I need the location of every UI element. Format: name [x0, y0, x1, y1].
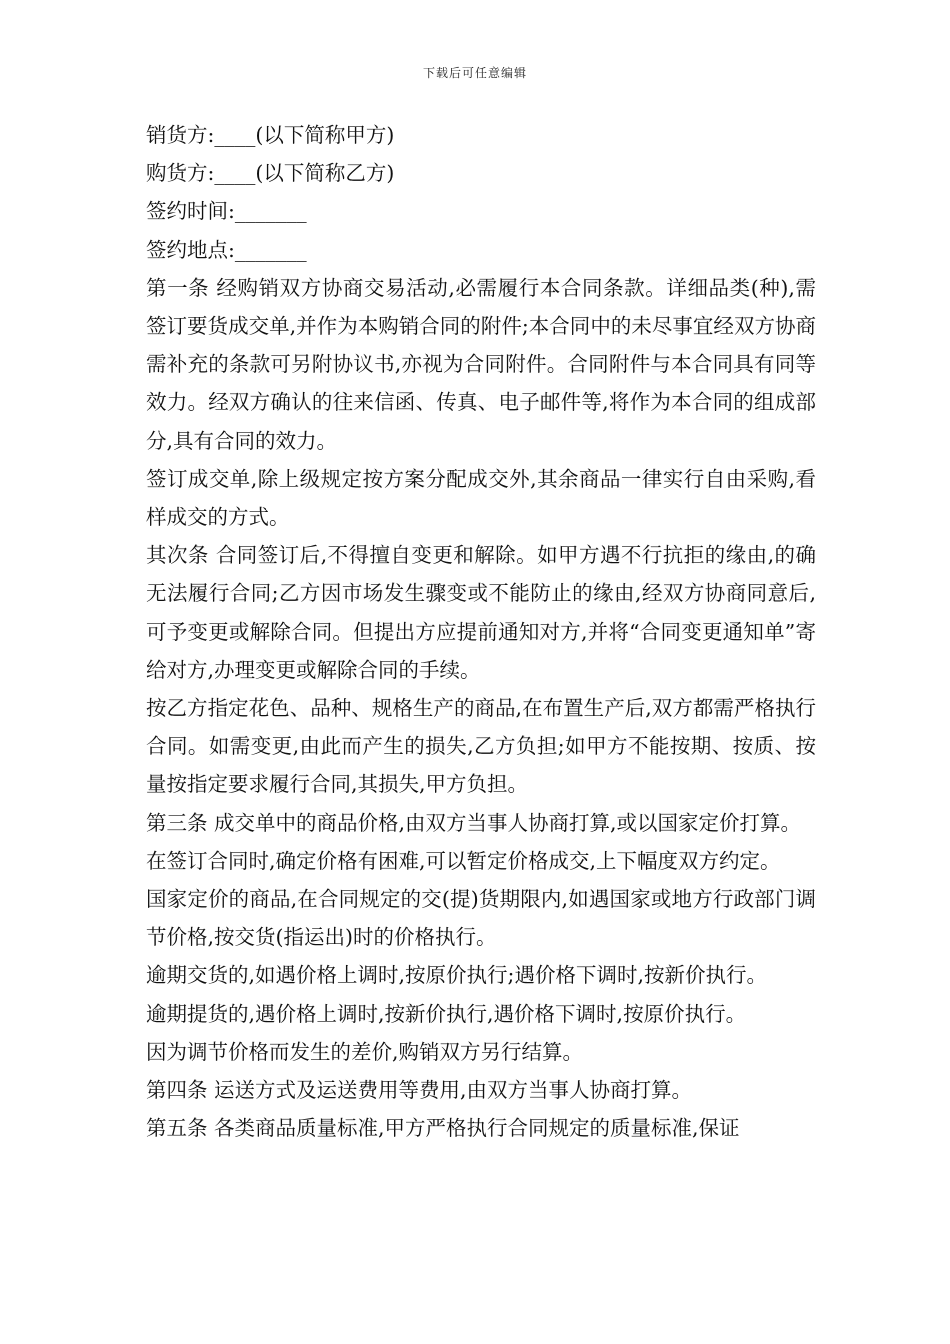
state-price-paragraph: 国家定价的商品,在合同规定的交(提)货期限内,如遇国家或地方行政部门调节价格,按交货(指运出)时的价格执行。 [146, 887, 816, 950]
price-difference-paragraph: 因为调节价格而发生的差价,购销双方另行结算。 [146, 1039, 584, 1064]
page-header: 下载后可任意编辑 [422, 66, 527, 80]
article-3-paragraph: 第三条 成交单中的商品价格,由双方当事人协商打算,或以国家定价打算。 [146, 810, 802, 835]
late-pickup-paragraph: 逾期提货的,遇价格上调时,按新价执行,遇价格下调时,按原价执行。 [146, 1001, 747, 1026]
contract-body [146, 116, 816, 1147]
article-2-paragraph: 其次条 合同签订后,不得擅自变更和解除。如甲方遇不行抗拒的缘由,的确无法履行合同;乙方因市场发生骤变或不能防止的缘由,经双方协商同意后,可予变更或解除合同。但提出方应提前通知对方,并将“合同变更通知单”寄给对方,办理变更或解除合同的手续。 [146, 543, 816, 682]
order-sheet-paragraph: 签订成交单,除上级规定按方案分配成交外,其余商品一律实行自由采购,看样成交的方式。 [146, 466, 816, 530]
buyer-line: 购货方:____(以下简称乙方) [146, 161, 395, 186]
article-1-paragraph: 第一条 经购销双方协商交易活动,必需履行本合同条款。详细品类(种),需签订要货成交单,并作为本购销合同的附件;本合同中的未尽事宜经双方协商需补充的条款可另附协议书,亦视为合同附件。合同附件与本合同具有同等效力。经双方确认的往来信函、传真、电子邮件等,将作为本合同的组成部分,具有合同的效力。 [146, 275, 816, 453]
tentative-price-paragraph: 在签订合同时,确定价格有困难,可以暂定价格成交,上下幅度双方约定。 [146, 848, 781, 873]
specified-goods-paragraph: 按乙方指定花色、品种、规格生产的商品,在布置生产后,双方都需严格执行合同。如需变更,由此而产生的损失,乙方负担;如甲方不能按期、按质、按量按指定要求履行合同,其损失,甲方负担。 [146, 696, 816, 797]
article-4-paragraph: 第四条 运送方式及运送费用等费用,由双方当事人协商打算。 [146, 1078, 693, 1103]
sign-time-line: 签约时间:_______ [146, 199, 307, 224]
seller-line: 销货方:____(以下简称甲方) [146, 123, 395, 147]
sign-place-line: 签约地点:_______ [146, 237, 307, 262]
article-5-paragraph: 第五条 各类商品质量标准,甲方严格执行合同规定的质量标准,保证 [146, 1116, 740, 1141]
late-delivery-paragraph: 逾期交货的,如遇价格上调时,按原价执行;遇价格下调时,按新价执行。 [146, 963, 767, 988]
